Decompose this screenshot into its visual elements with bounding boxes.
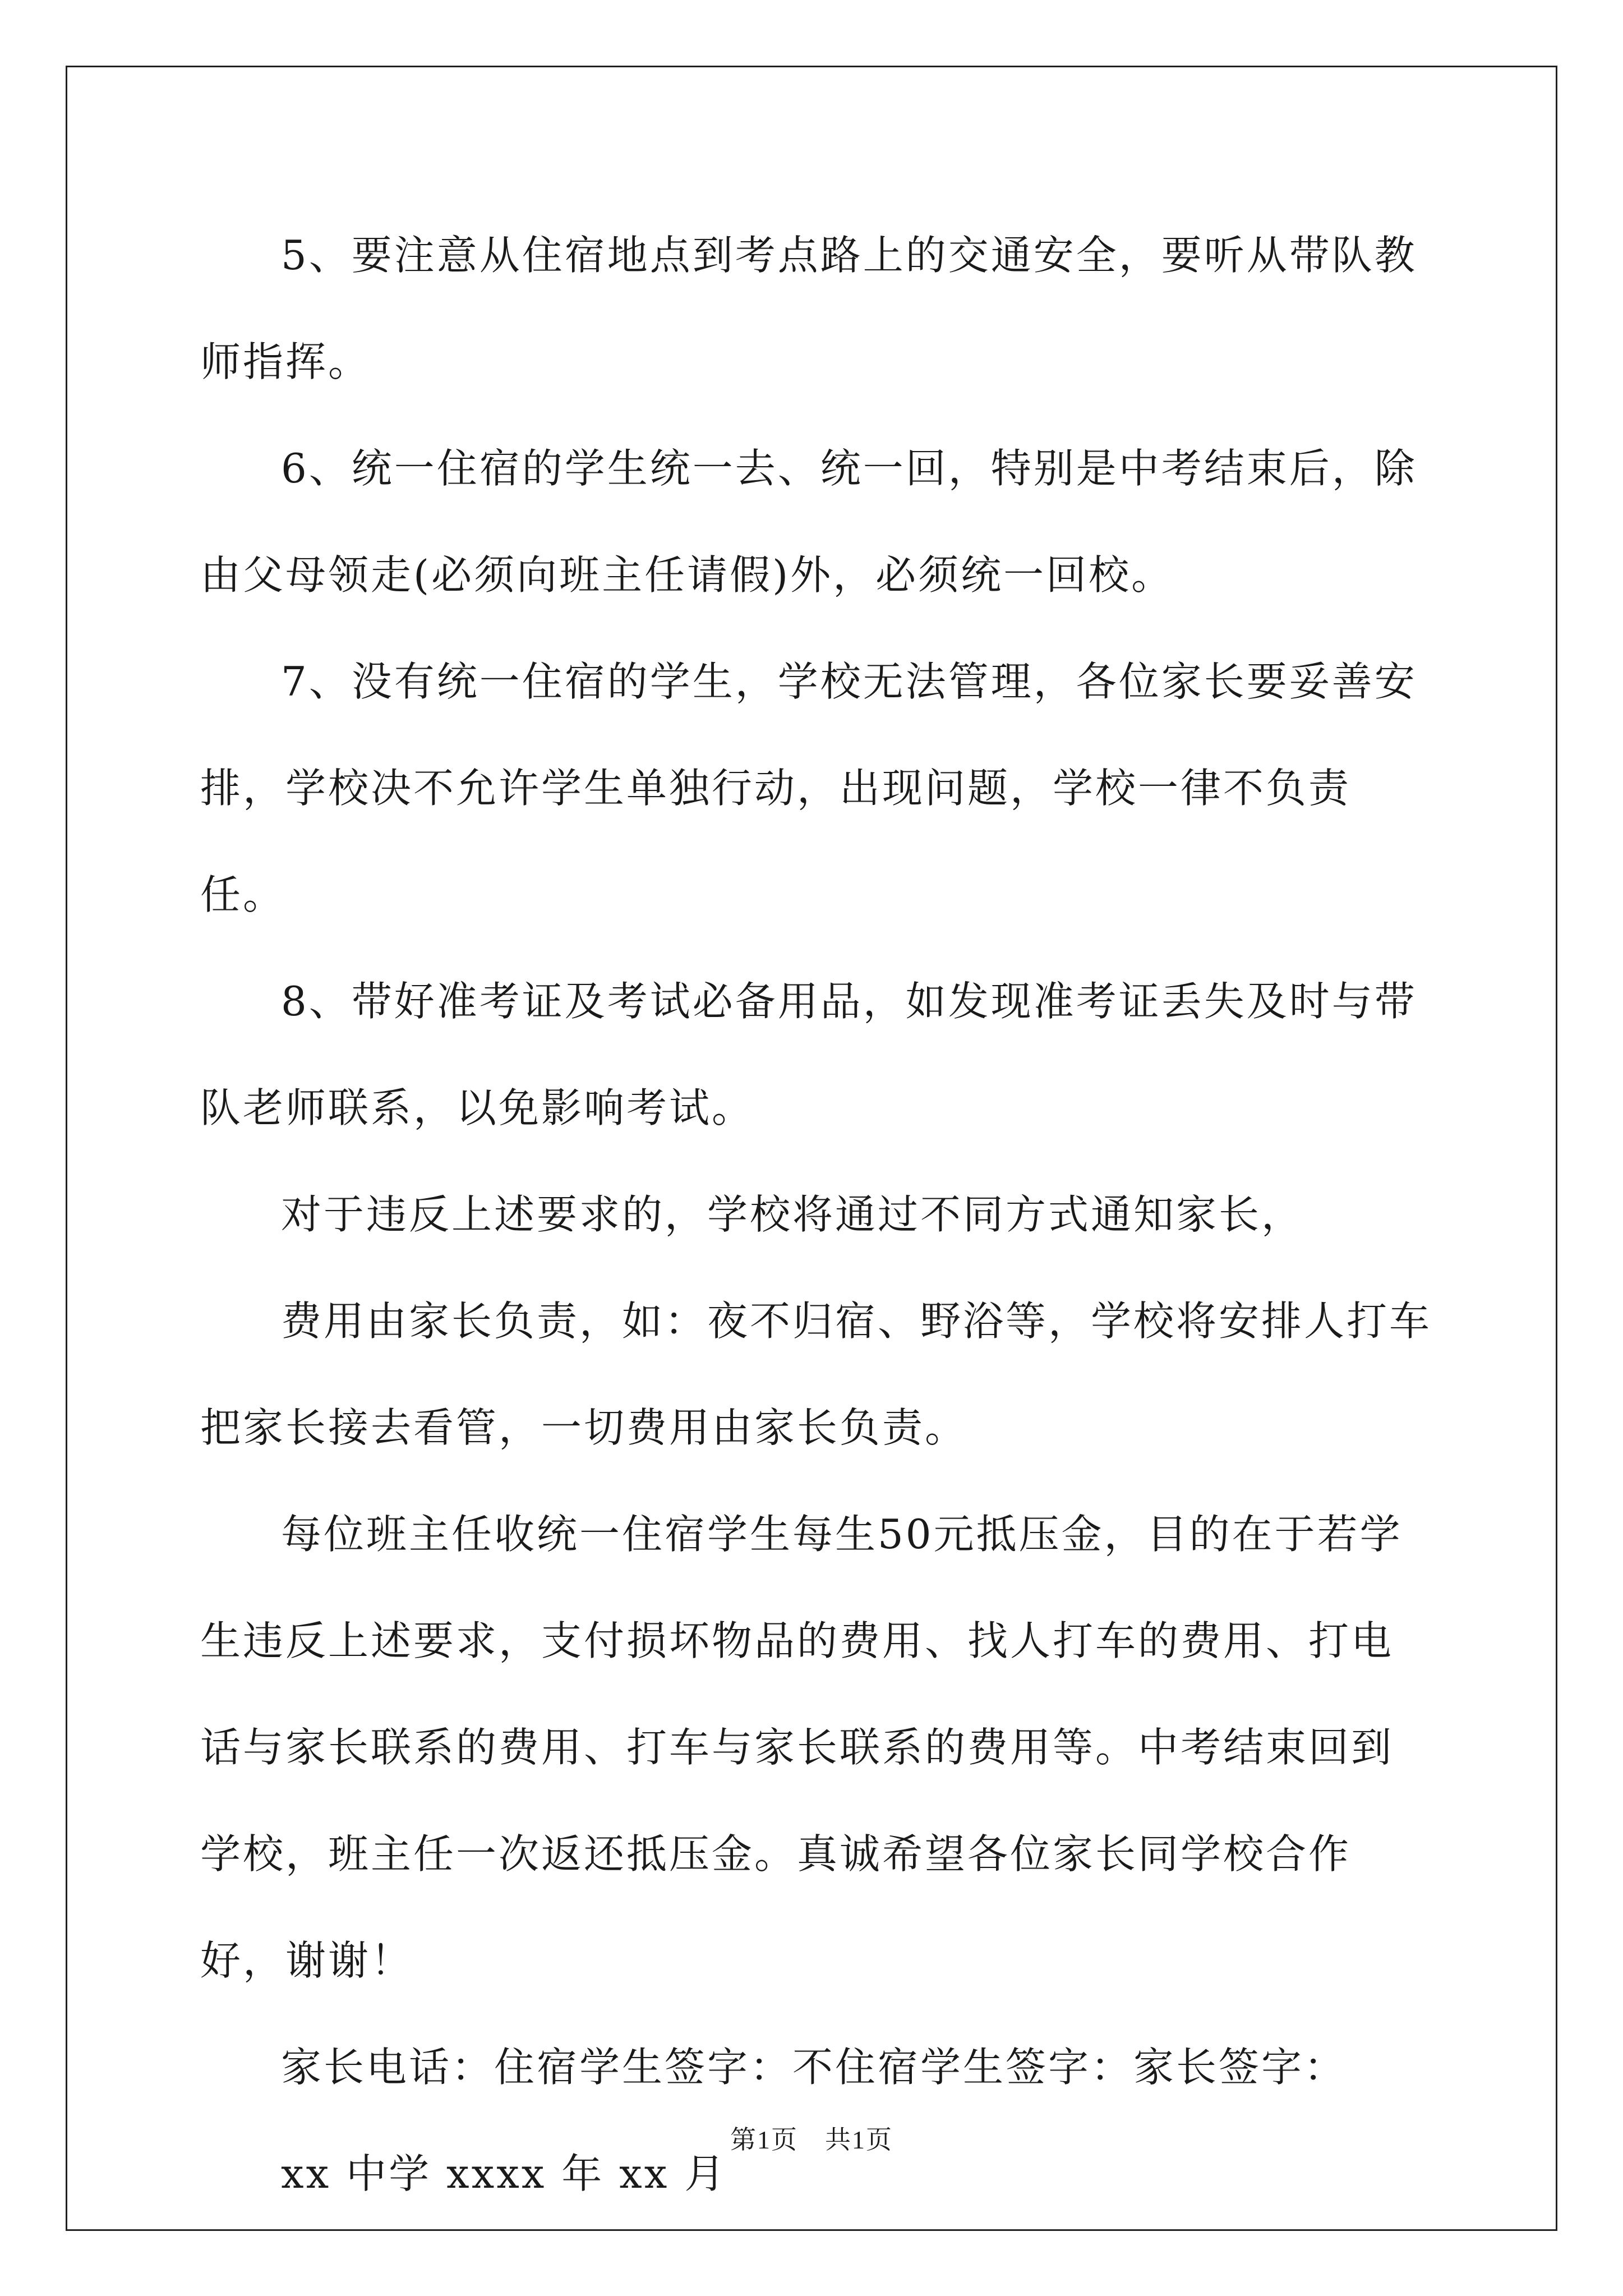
school-date-line: xx 中学 xxxx 年 xx 月 bbox=[281, 2150, 727, 2197]
document-body bbox=[200, 202, 1434, 2227]
rule-item-5: 5、要注意从住宿地点到考点路上的交通安全，要听从带队教师指挥。 bbox=[200, 232, 1417, 385]
cost-responsibility: 费用由家长负责，如：夜不归宿、野浴等，学校将安排人打车把家长接去看管，一切费用由家长负责。 bbox=[200, 1297, 1432, 1451]
page-number-footer: 第1页 共1页 bbox=[730, 2125, 893, 2154]
deposit-paragraph: 每位班主任收统一住宿学生每生50元抵压金，目的在于若学生违反上述要求，支付损坏物品的费用、找人打车的费用、打电话与家长联系的费用、打车与家长联系的费用等。中考结束回到学校，班主任一次返还抵压金。真诚希望各位家长同学校合作好，谢谢！ bbox=[200, 1511, 1403, 1984]
rule-item-6: 6、统一住宿的学生统一去、统一回，特别是中考结束后，除由父母领走(必须向班主任请假)外，必须统一回校。 bbox=[200, 445, 1417, 599]
rule-item-7: 7、没有统一住宿的学生，学校无法管理，各位家长要妥善安排，学校决不允许学生单独行动，出现问题，学校一律不负责任。 bbox=[200, 658, 1417, 918]
rule-item-8: 8、带好准考证及考试必备用品，如发现准考证丢失及时与带队老师联系，以免影响考试。 bbox=[200, 978, 1417, 1131]
violation-notice: 对于违反上述要求的，学校将通过不同方式通知家长， bbox=[281, 1191, 1304, 1238]
signature-line: 家长电话：住宿学生签字：不住宿学生签字：家长签字： bbox=[281, 2044, 1347, 2091]
